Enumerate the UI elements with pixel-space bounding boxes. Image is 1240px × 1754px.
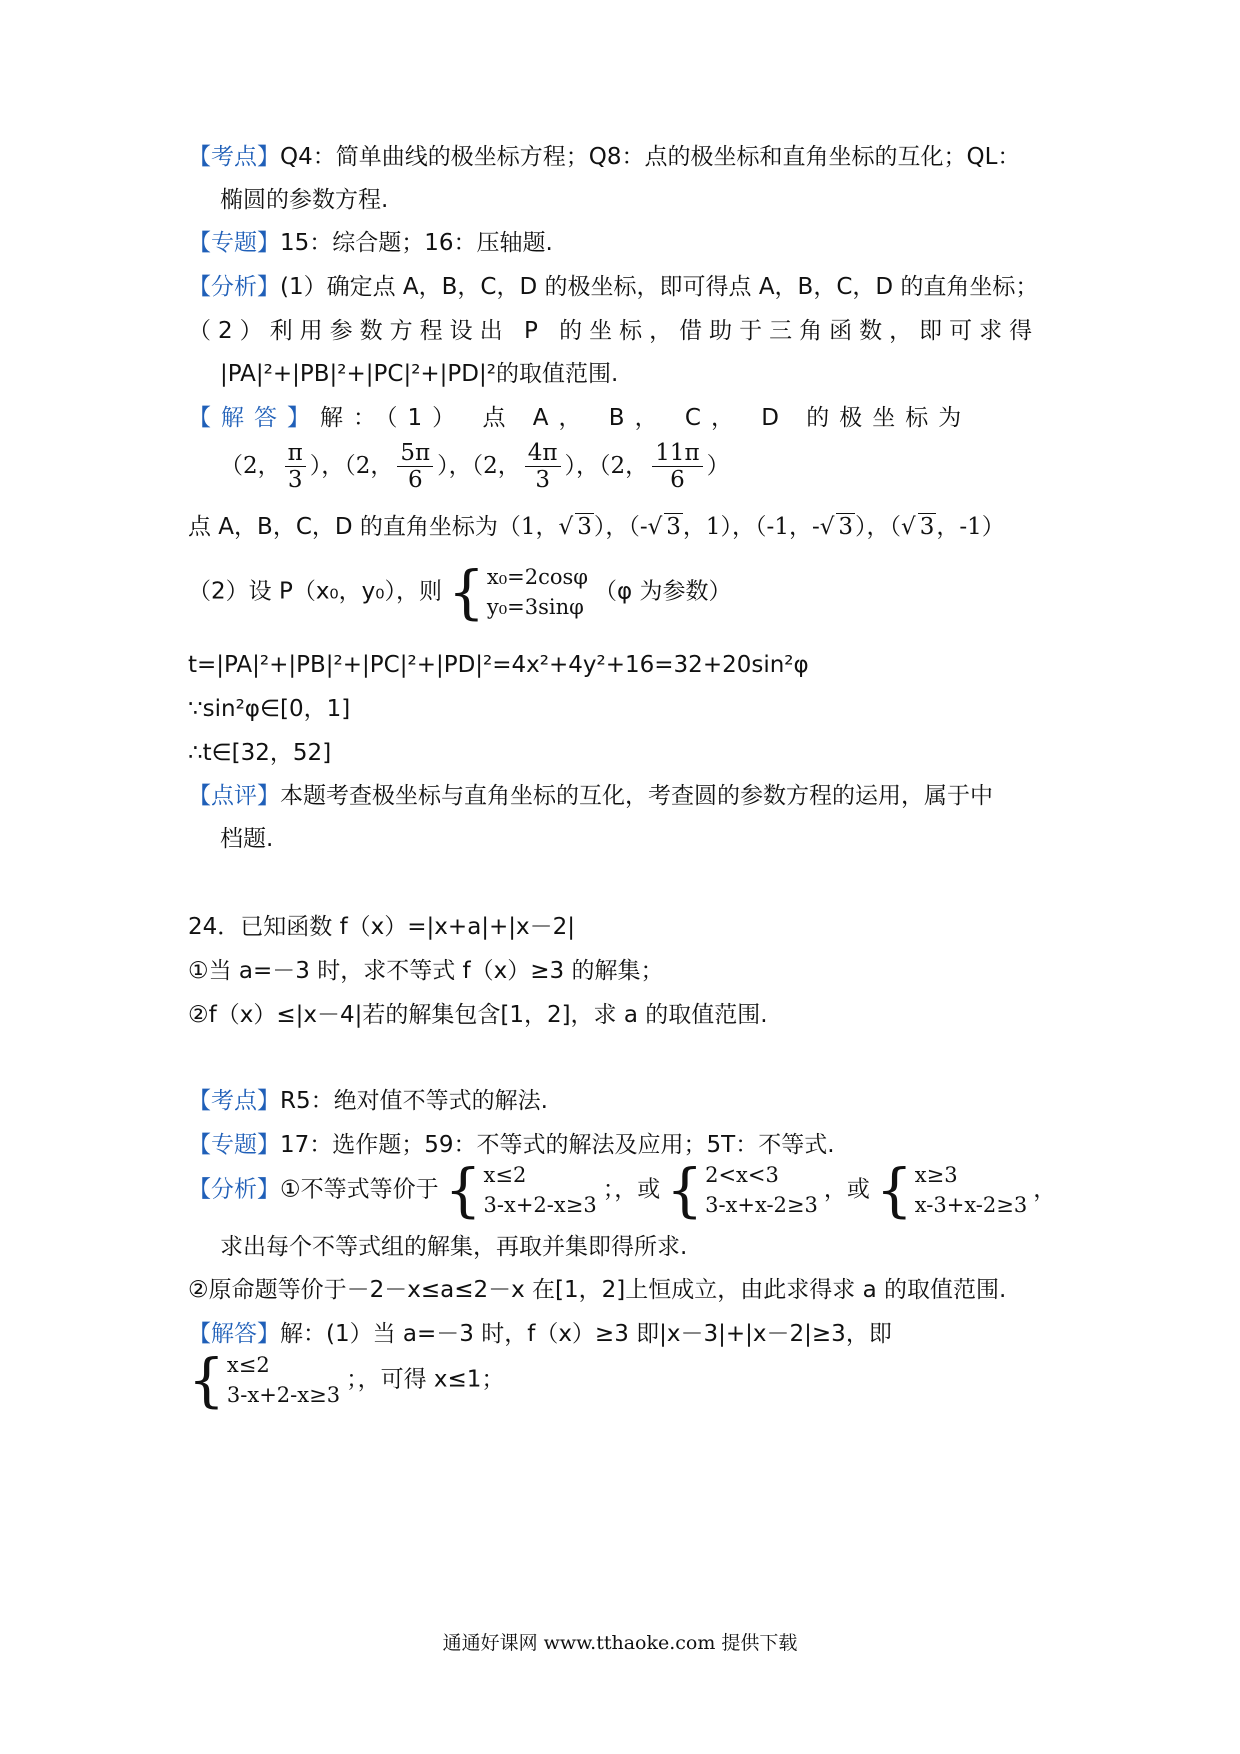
fraction: $\frac{4\pi}{3}$ [525, 440, 561, 493]
polar-coords-line: （2， $\frac{\pi}{3}$ ），（2， $\frac{5\pi}{6}$ ），（2， $\frac{4\pi}{3}$ ），（2， $\frac{11\pi}{6}$ ） [220, 440, 730, 493]
zhuanti-text: 15：综合题；16：压轴题. [280, 230, 553, 256]
sqrt: 3 [919, 514, 935, 540]
fenxi-tag: 【分析】 [188, 274, 280, 300]
page-footer: 通通好课网 www.tthaoke.com 提供下载 [442, 1632, 798, 1654]
fenxi-line-2: （2）利用参数方程设出 P 的坐标，借助于三角函数，即可求得 [188, 318, 1040, 344]
jieda-text: 解：（1） 点 A， B， C， D 的极坐标为 [320, 405, 972, 431]
question-24-part-2: ②f（x）≤|x－4|若的解集包含[1，2]，求 a 的取值范围. [188, 1002, 768, 1028]
inequality-system: { x≤2 3-x+2-x≥3 [188, 1346, 341, 1414]
sqrt: 3 [577, 514, 592, 540]
fenxi-line-3: |PA|²+|PB|²+|PC|²+|PD|²的取值范围. [220, 361, 619, 387]
inequality-system: { x≤2 3-x+2-x≥3 [444, 1156, 597, 1224]
inequality-system: { x≥3 x-3+x-2≥3 [875, 1156, 1028, 1224]
dianping-tag: 【点评】 [188, 783, 280, 809]
inequality-system: { 2<x<3 3-x+x-2≥3 [666, 1156, 818, 1224]
zhuanti-tag: 【专题】 [188, 230, 280, 256]
fenxi-line [188, 270, 1038, 304]
part2-line: （2）设 P（x₀，y₀），则 { x₀=2cosφ y₀=3sinφ （φ 为参数） [188, 558, 732, 626]
q24-fenxi-line-2: 求出每个不等式组的解集，再取并集即得所求. [220, 1234, 688, 1260]
zhuanti-line [188, 226, 553, 260]
fenxi-text: (1）确定点 A，B，C，D 的极坐标，即可得点 A，B，C，D 的直角坐标； [280, 274, 1039, 300]
dianping-text: 本题考查极坐标与直角坐标的互化，考查圆的参数方程的运用，属于中 [280, 783, 993, 809]
kaodian-text: Q4：简单曲线的极坐标方程；Q8：点的极坐标和直角坐标的互化；QL： [280, 144, 1021, 170]
fraction: $\frac{\pi}{3}$ [285, 440, 306, 493]
question-24-part-1: ①当 a=－3 时，求不等式 f（x）≥3 的解集； [188, 958, 664, 984]
sqrt: 3 [838, 514, 854, 540]
jieda-line [188, 401, 971, 435]
question-24-stem: 24．已知函数 f（x）=|x+a|+|x－2| [188, 914, 576, 940]
dianping-line [188, 779, 993, 813]
rect-coords-line: 点 A，B，C，D 的直角坐标为（1，√ 3），（-√ 3，1），（-1，-√ 3），（√ 3，-1） [188, 514, 1005, 540]
q24-zhuanti-line: 【专题】17：选作题；59：不等式的解法及应用；5T：不等式. [188, 1132, 835, 1158]
kaodian-line-2: 椭圆的参数方程. [220, 187, 389, 213]
q24-jieda-line-2: { x≤2 3-x+2-x≥3 ；，可得 x≤1； [188, 1346, 505, 1414]
q24-fenxi-line-3: ②原命题等价于－2－x≤a≤2－x 在[1，2]上恒成立，由此求得求 a 的取值范围. [188, 1277, 1007, 1303]
fraction: $\frac{11\pi}{6}$ [652, 440, 702, 493]
q24-jieda-line: 【解答】解：(1）当 a=－3 时，f（x）≥3 即|x－3|+|x－2|≥3，即 [188, 1321, 892, 1347]
t-expression: t=|PA|²+|PB|²+|PC|²+|PD|²=4x²+4y²+16=32+20sin²φ [188, 652, 809, 678]
kaodian-tag: 【考点】 [188, 144, 280, 170]
kaodian-line [188, 140, 1020, 174]
dianping-line-2: 档题. [220, 826, 274, 852]
equation-system: { x₀=2cosφ y₀=3sinφ [447, 558, 588, 626]
fraction: $\frac{5\pi}{6}$ [397, 440, 433, 493]
q24-kaodian-line: 【考点】R5：绝对值不等式的解法. [188, 1088, 548, 1114]
jieda-tag: 【解答】 [188, 405, 320, 431]
because-line: ∵sin²φ∈[0，1] [188, 696, 351, 722]
therefore-line: ∴t∈[32，52] [188, 740, 332, 766]
q24-fenxi-line: 【分析】①不等式等价于 { x≤2 3-x+2-x≥3 ；，或 { 2<x<3 3-x+x-2≥3 ，或 { x≥3 x-3+x-2≥3 ， [188, 1156, 1057, 1224]
sqrt: 3 [666, 514, 681, 540]
